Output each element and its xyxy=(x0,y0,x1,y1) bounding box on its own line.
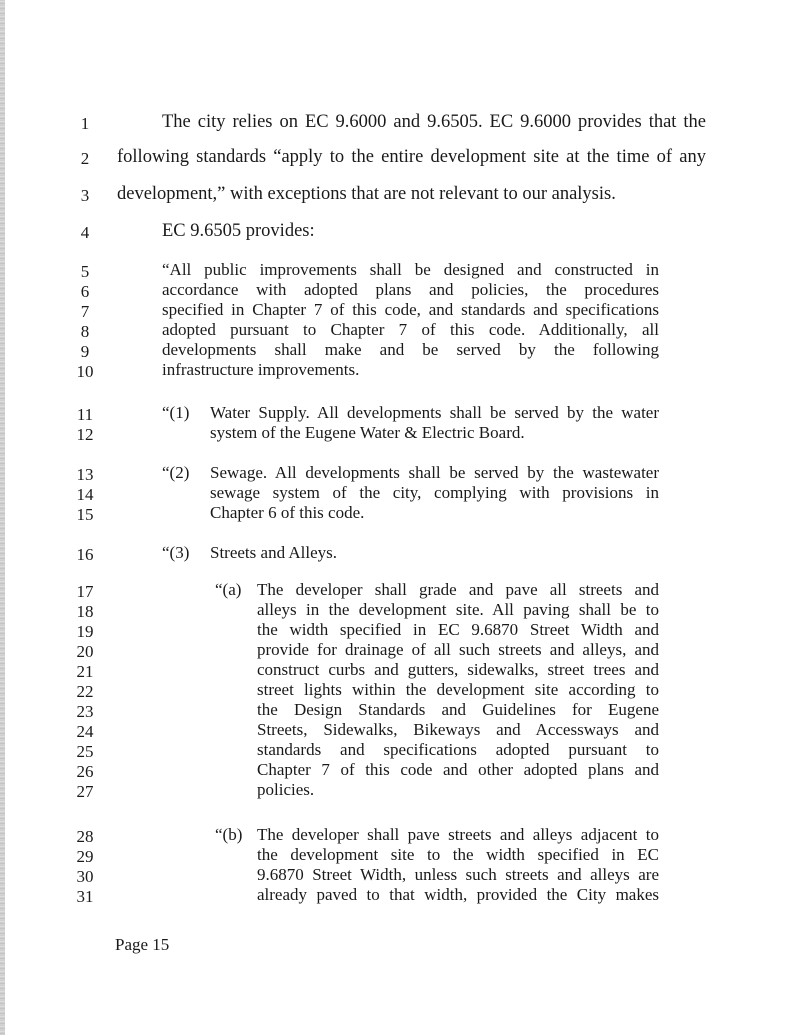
item-marker: “(2) xyxy=(162,463,190,482)
line-number: 25 xyxy=(76,742,94,761)
line-number: 21 xyxy=(76,662,94,681)
subitem-line: standards and specifications adopted pursuant to xyxy=(257,740,659,759)
subitem-line: construct curbs and gutters, sidewalks, street trees and xyxy=(257,660,659,679)
line-number: 18 xyxy=(76,602,94,621)
line-number: 12 xyxy=(76,425,94,444)
subitem-line: policies. xyxy=(257,780,315,799)
line-number: 13 xyxy=(76,465,94,484)
line-number: 10 xyxy=(76,362,94,381)
line-number: 17 xyxy=(76,582,94,601)
body-text-line: development,” with exceptions that are not relevant to our analysis. xyxy=(117,184,616,204)
subitem-line: Chapter 7 of this code and other adopted plans and xyxy=(257,760,659,779)
body-text-line: EC 9.6505 provides: xyxy=(162,221,315,241)
subitem-line: provide for drainage of all such streets and alleys, and xyxy=(257,640,659,659)
scan-margin-edge xyxy=(0,0,5,1035)
line-number: 30 xyxy=(76,867,94,886)
line-number: 5 xyxy=(80,262,90,281)
line-number: 9 xyxy=(80,342,90,361)
quote-line: accordance with adopted plans and policies, the procedures xyxy=(162,280,659,299)
subitem-marker: “(a) xyxy=(215,580,242,599)
line-number: 20 xyxy=(76,642,94,661)
line-number: 29 xyxy=(76,847,94,866)
subitem-line: The developer shall grade and pave all streets and xyxy=(257,580,659,599)
line-number: 28 xyxy=(76,827,94,846)
item-marker: “(1) xyxy=(162,403,190,422)
item-line: Chapter 6 of this code. xyxy=(210,503,365,522)
line-number: 26 xyxy=(76,762,94,781)
item-line: Sewage. All developments shall be served by the wastewater xyxy=(210,463,659,482)
body-text-line: following standards “apply to the entire development site at the time of any xyxy=(117,147,706,167)
line-number: 24 xyxy=(76,722,94,741)
line-number: 15 xyxy=(76,505,94,524)
line-number: 2 xyxy=(80,149,90,168)
item-line: Water Supply. All developments shall be served by the water xyxy=(210,403,659,422)
item-line: Streets and Alleys. xyxy=(210,543,338,562)
quote-line: adopted pursuant to Chapter 7 of this code. Additionally, all xyxy=(162,320,659,339)
subitem-line: the width specified in EC 9.6870 Street Width and xyxy=(257,620,659,639)
subitem-line: street lights within the development site according to xyxy=(257,680,659,699)
line-number: 19 xyxy=(76,622,94,641)
item-marker: “(3) xyxy=(162,543,190,562)
subitem-line: the development site to the width specified in EC xyxy=(257,845,659,864)
body-text-line: The city relies on EC 9.6000 and 9.6505. EC 9.6000 provides that the xyxy=(162,112,706,132)
subitem-marker: “(b) xyxy=(215,825,243,844)
line-number: 23 xyxy=(76,702,94,721)
quote-line: specified in Chapter 7 of this code, and standards and specifications xyxy=(162,300,659,319)
quote-line: “All public improvements shall be designed and constructed in xyxy=(162,260,659,279)
item-line: system of the Eugene Water & Electric Board. xyxy=(210,423,525,442)
line-number: 14 xyxy=(76,485,94,504)
line-number: 1 xyxy=(80,114,90,133)
line-number: 16 xyxy=(76,545,94,564)
subitem-line: The developer shall pave streets and alleys adjacent to xyxy=(257,825,659,844)
line-number: 22 xyxy=(76,682,94,701)
line-number: 11 xyxy=(76,405,94,424)
page-footer: Page 15 xyxy=(115,935,170,954)
subitem-line: already paved to that width, provided the City makes xyxy=(257,885,659,904)
subitem-line: 9.6870 Street Width, unless such streets and alleys are xyxy=(257,865,659,884)
quote-line: developments shall make and be served by the following xyxy=(162,340,659,359)
line-number: 3 xyxy=(80,186,90,205)
subitem-line: the Design Standards and Guidelines for Eugene xyxy=(257,700,659,719)
item-line: sewage system of the city, complying with provisions in xyxy=(210,483,659,502)
line-number: 4 xyxy=(80,223,90,242)
line-number: 27 xyxy=(76,782,94,801)
line-number: 31 xyxy=(76,887,94,906)
subitem-line: Streets, Sidewalks, Bikeways and Accessways and xyxy=(257,720,659,739)
line-number: 8 xyxy=(80,322,90,341)
subitem-line: alleys in the development site. All paving shall be to xyxy=(257,600,659,619)
line-number: 6 xyxy=(80,282,90,301)
line-number: 7 xyxy=(80,302,90,321)
quote-line: infrastructure improvements. xyxy=(162,360,360,379)
